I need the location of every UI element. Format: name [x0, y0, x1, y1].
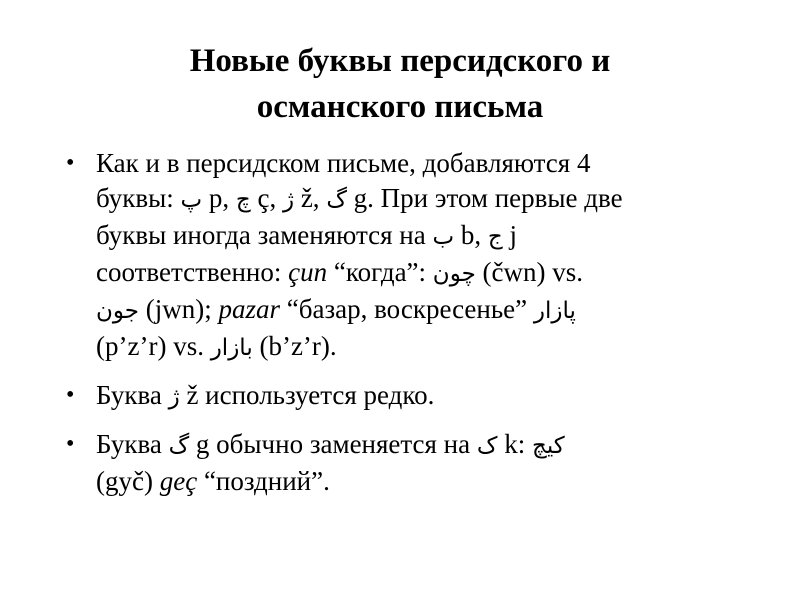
title-line-2: османского письма: [256, 89, 544, 125]
bullet-line: [96, 292, 796, 329]
slide-title: [60, 38, 740, 130]
arabic-script-text: پ: [180, 187, 203, 213]
bullet-item: [66, 378, 796, 415]
arabic-script-text: ک: [476, 433, 498, 459]
text-segment: k:: [497, 429, 532, 459]
arabic-script-text: كيچ: [531, 433, 565, 459]
text-segment: (gyč): [96, 466, 160, 496]
text-segment: буквы иногда заменяются на: [96, 220, 433, 250]
italic-term: pazar: [218, 294, 280, 324]
bullet-item: [66, 146, 796, 366]
text-segment: g обычно заменяется на: [189, 429, 477, 459]
arabic-script-text: ب: [432, 224, 455, 250]
bullet-line: [96, 181, 796, 218]
text-segment: Буква: [96, 429, 169, 459]
arabic-script-text: چ: [235, 187, 251, 213]
text-segment: соответственно:: [96, 257, 289, 287]
text-segment: “базар, воскресенье”: [280, 294, 534, 324]
text-segment: ç,: [250, 183, 283, 213]
text-segment: Буква: [96, 380, 169, 410]
text-segment: b,: [454, 220, 488, 250]
bullet-line: [96, 427, 796, 464]
text-segment: буквы:: [96, 183, 181, 213]
arabic-script-text: جون: [96, 298, 139, 324]
bullet-line: [96, 464, 796, 499]
text-segment: ž используется редко.: [179, 380, 435, 410]
bullet-line: [96, 329, 796, 366]
bullet-list: [66, 146, 796, 511]
bullet-line: [96, 218, 796, 255]
arabic-script-text: چون: [432, 261, 476, 287]
bullet-marker: •: [66, 150, 75, 176]
italic-term: çun: [288, 257, 328, 287]
text-segment: (b’z’r).: [252, 331, 337, 361]
bullet-line: [96, 146, 796, 181]
text-segment: ž,: [294, 183, 327, 213]
text-segment: (čwn) vs.: [475, 257, 584, 287]
text-segment: “поздний”.: [197, 466, 330, 496]
text-segment: j: [502, 220, 517, 250]
bullet-line: [96, 255, 796, 292]
text-segment: “когда”:: [327, 257, 433, 287]
arabic-script-text: گ: [168, 433, 190, 459]
bullet-item: [66, 427, 796, 499]
arabic-script-text: بازار: [210, 335, 253, 361]
title-line-1: Новые буквы персидского и: [189, 43, 611, 79]
bullet-marker: •: [66, 431, 75, 457]
text-segment: (p’z’r) vs.: [96, 331, 211, 361]
text-segment: Как и в персидском письме, добавляются 4: [96, 148, 591, 178]
arabic-script-text: ژ: [168, 384, 180, 410]
italic-term: geç: [159, 466, 198, 496]
arabic-script-text: ج: [487, 224, 503, 250]
arabic-script-text: گ: [326, 187, 347, 213]
text-segment: (jwn);: [139, 294, 219, 324]
bullet-line: [96, 378, 796, 415]
text-segment: g. При этом первые две: [346, 183, 623, 213]
text-segment: p,: [202, 183, 236, 213]
arabic-script-text: ژ: [282, 187, 295, 213]
bullet-marker: •: [66, 382, 75, 408]
arabic-script-text: پازار: [533, 298, 576, 324]
